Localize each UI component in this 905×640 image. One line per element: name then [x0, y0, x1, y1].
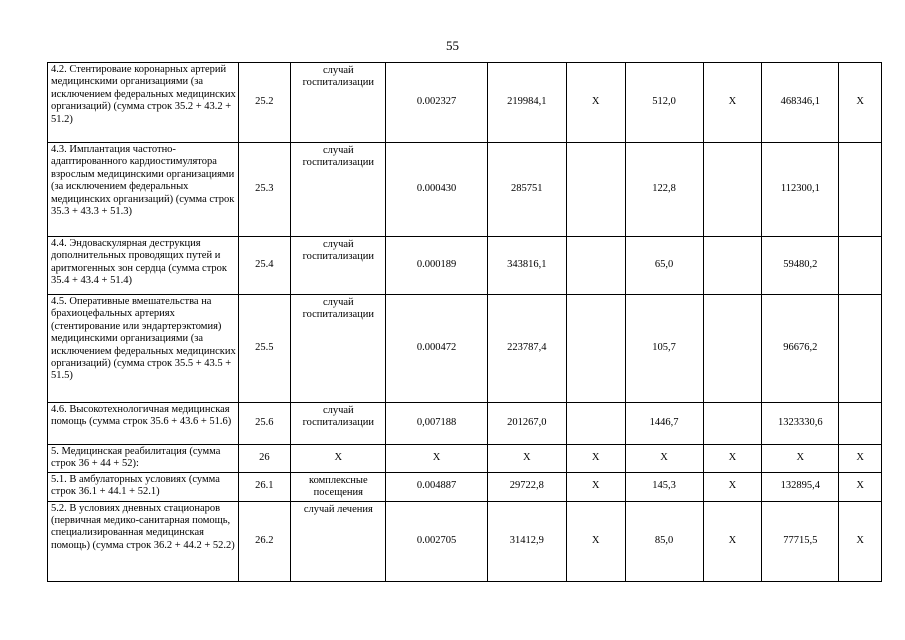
- row-name-cell: 5. Медицинская реабилитация (сумма строк 36 + 44 + 52):: [48, 445, 239, 473]
- cost-cell: 31412,9: [487, 501, 566, 581]
- row-name-cell: 5.2. В условиях дневных стационаров (первичная медико-санитарная помощь, специализированная медицинская помощь) (сумма строк 36.2 + 44.2 + 52.2): [48, 501, 239, 581]
- norm-cell: 0.002705: [386, 501, 487, 581]
- col10-cell: X: [839, 445, 882, 473]
- table-row: [48, 403, 882, 445]
- col10-cell: X: [839, 472, 882, 501]
- unit-cell: случай госпитализации: [291, 403, 386, 445]
- row-number-cell: 25.5: [238, 295, 291, 403]
- col7-cell: 1446,7: [625, 403, 703, 445]
- col7-cell: 145,3: [625, 472, 703, 501]
- col9-cell: 468346,1: [762, 63, 839, 143]
- row-number-cell: 25.3: [238, 143, 291, 237]
- col7-cell: X: [625, 445, 703, 473]
- table-row: [48, 143, 882, 237]
- col6-cell: X: [566, 445, 625, 473]
- col10-cell: [839, 143, 882, 237]
- col8-cell: X: [703, 472, 762, 501]
- row-name-cell: 4.6. Высокотехнологичная медицинская помощь (сумма строк 35.6 + 43.6 + 51.6): [48, 403, 239, 445]
- col9-cell: 77715,5: [762, 501, 839, 581]
- col10-cell: [839, 237, 882, 295]
- col8-cell: X: [703, 63, 762, 143]
- col8-cell: X: [703, 445, 762, 473]
- col8-cell: [703, 295, 762, 403]
- col8-cell: [703, 403, 762, 445]
- col9-cell: 132895,4: [762, 472, 839, 501]
- col7-cell: 105,7: [625, 295, 703, 403]
- norm-cell: 0.004887: [386, 472, 487, 501]
- row-number-cell: 26: [238, 445, 291, 473]
- cost-cell: 285751: [487, 143, 566, 237]
- unit-cell: случай госпитализации: [291, 237, 386, 295]
- row-number-cell: 25.6: [238, 403, 291, 445]
- unit-cell: случай госпитализации: [291, 63, 386, 143]
- col9-cell: 96676,2: [762, 295, 839, 403]
- row-name-cell: 4.3. Имплантация частотно-адаптированного кардиостимулятора взрослым медицинскими организациями (за исключением федеральных медицинских организаций) (сумма строк 35.3 + 43.3 + 51.3): [48, 143, 239, 237]
- cost-cell: 343816,1: [487, 237, 566, 295]
- norm-cell: 0.000189: [386, 237, 487, 295]
- row-name-cell: 4.4. Эндоваскулярная деструкция дополнительных проводящих путей и аритмогенных зон сердца (сумма строк 35.4 + 43.4 + 51.4): [48, 237, 239, 295]
- norm-cell: 0,007188: [386, 403, 487, 445]
- unit-cell: X: [291, 445, 386, 473]
- row-name-cell: 5.1. В амбулаторных условиях (сумма строк 36.1 + 44.1 + 52.1): [48, 472, 239, 501]
- col6-cell: [566, 403, 625, 445]
- row-name-cell: 4.5. Оперативные вмешательства на брахиоцефальных артериях (стентирование или эндартерэктомия) медицинскими организациями (за исключением федеральных медицинских организаций) (сумма строк 35.5 + 43.5 + 51.5): [48, 295, 239, 403]
- norm-cell: 0.000472: [386, 295, 487, 403]
- unit-cell: случай госпитализации: [291, 295, 386, 403]
- table-row: [48, 63, 882, 143]
- cost-cell: 201267,0: [487, 403, 566, 445]
- col10-cell: [839, 295, 882, 403]
- col6-cell: [566, 237, 625, 295]
- page-number: 55: [446, 38, 459, 53]
- cost-cell: 29722,8: [487, 472, 566, 501]
- col9-cell: X: [762, 445, 839, 473]
- row-number-cell: 26.2: [238, 501, 291, 581]
- row-number-cell: 26.1: [238, 472, 291, 501]
- col8-cell: [703, 237, 762, 295]
- col9-cell: 112300,1: [762, 143, 839, 237]
- col7-cell: 512,0: [625, 63, 703, 143]
- table-row: [48, 501, 882, 581]
- norm-cell: 0.000430: [386, 143, 487, 237]
- norm-cell: X: [386, 445, 487, 473]
- norm-cell: 0.002327: [386, 63, 487, 143]
- col6-cell: X: [566, 501, 625, 581]
- col8-cell: X: [703, 501, 762, 581]
- col6-cell: X: [566, 63, 625, 143]
- col6-cell: [566, 295, 625, 403]
- row-name-cell: 4.2. Стентироваие коронарных артерий медицинскими организациями (за исключением федеральных медицинских организаций) (сумма строк 35.2 + 43.2 + 51.2): [48, 63, 239, 143]
- col6-cell: [566, 143, 625, 237]
- unit-cell: комплексные посещения: [291, 472, 386, 501]
- table-row: [48, 472, 882, 501]
- row-number-cell: 25.2: [238, 63, 291, 143]
- cost-cell: X: [487, 445, 566, 473]
- unit-cell: случай лечения: [291, 501, 386, 581]
- col6-cell: X: [566, 472, 625, 501]
- table-row: [48, 237, 882, 295]
- col10-cell: X: [839, 63, 882, 143]
- col9-cell: 59480,2: [762, 237, 839, 295]
- col7-cell: 122,8: [625, 143, 703, 237]
- table-row: [48, 445, 882, 473]
- unit-cell: случай госпитализации: [291, 143, 386, 237]
- table-row: [48, 295, 882, 403]
- row-number-cell: 25.4: [238, 237, 291, 295]
- col7-cell: 65,0: [625, 237, 703, 295]
- data-table: [47, 62, 882, 582]
- col10-cell: [839, 403, 882, 445]
- cost-cell: 223787,4: [487, 295, 566, 403]
- cost-cell: 219984,1: [487, 63, 566, 143]
- col7-cell: 85,0: [625, 501, 703, 581]
- col10-cell: X: [839, 501, 882, 581]
- col9-cell: 1323330,6: [762, 403, 839, 445]
- col8-cell: [703, 143, 762, 237]
